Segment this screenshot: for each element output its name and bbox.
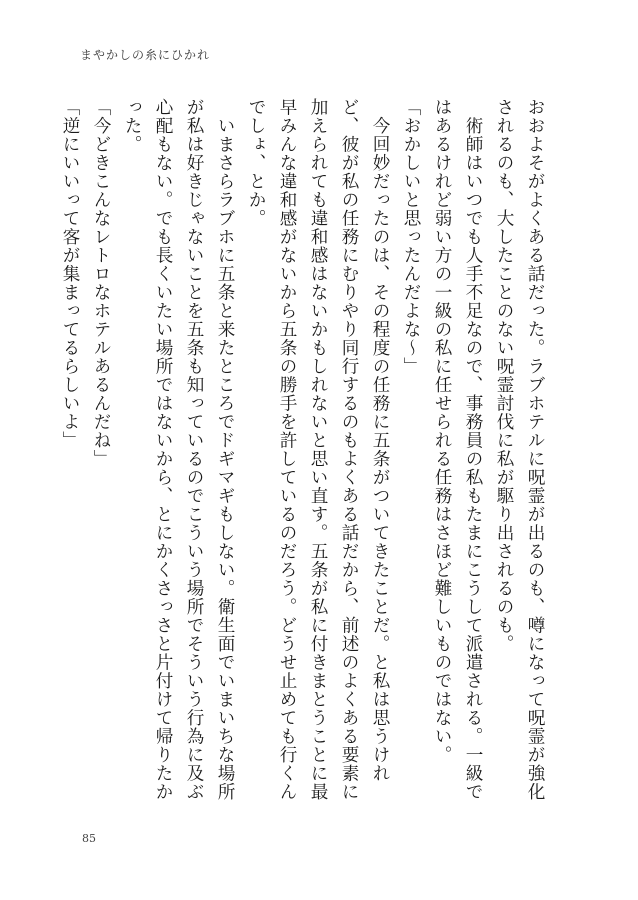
page-number: 85 bbox=[82, 832, 96, 845]
dialogue-line: 「今どきこんなレトロなホテルあるんだね」 bbox=[91, 98, 111, 468]
paragraph: いまさらラブホに五条と来たところでドギマギもしない。衛生面でいまいちな場所が私は好きじゃないことを五条も知っているのでこういう場所でそういう行為に及ぶ心配もない。でも長くいたい場所ではないから、とにかくさっさと片付けて帰りたかった。 bbox=[122, 98, 235, 801]
running-header: まやかしの糸にひかれ bbox=[80, 48, 211, 62]
paragraph: 術師はいつでも人手不足なので、事務員の私もたまにこうして派遣される。一級ではあるけれど弱い方の一級の私に任せられる任務はさほど難しいものではない。 bbox=[432, 98, 483, 801]
paragraph: 今回妙だったのは、その程度の任務に五条がついてきたことだ。と私は思うけれど、彼が私の任務にむりやり同行するのもよくある話だから、前述のよくある要素に加えられても違和感はないかもしれないと思い直す。五条が私に付きまとうことに最早みんな違和感がないから五条の勝手を許しているのだろう。どうせ止めても行くんでしょ、とか。 bbox=[246, 98, 390, 801]
dialogue-line: 「逆にいいって客が集まってるらしいよ」 bbox=[60, 98, 80, 450]
dialogue-line: 「おかしいと思ったんだよな〜」 bbox=[401, 98, 421, 376]
paragraph: おおよそがよくある話だった。ラブホテルに呪霊が出るのも、噂になって呪霊が強化されるのも、大したことのない呪霊討伐に私が駆り出されるのも。 bbox=[494, 98, 545, 801]
body-text bbox=[60, 98, 550, 818]
